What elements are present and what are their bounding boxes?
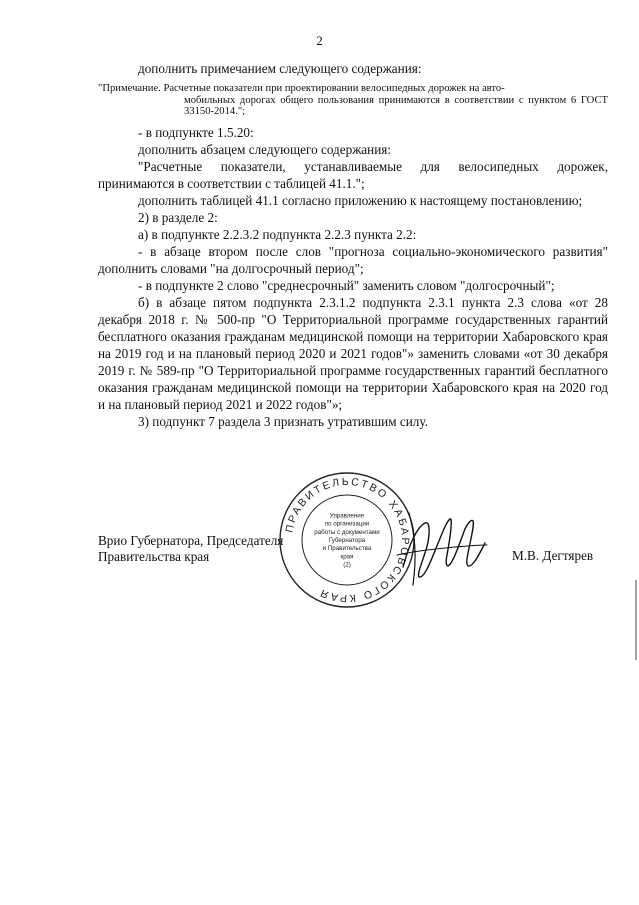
signatory-position-line: Врио Губернатора, Председателя	[98, 533, 284, 548]
document-body	[98, 60, 608, 430]
stamp-inner-line: и Правительства	[322, 545, 372, 553]
paragraph: б) в абзаце пятом подпункта 2.3.1.2 подпункта 2.3.1 пункта 2.3 слова «от 28 декабря 2018 г. № 500-пр "О Территориальной программе государственных гарантий бесплатного оказания гражданам медицинской помощи на территории Хабаровского края на 2019 год и на плановый период 2020 и 2021 годов"» заменить словами «от 30 декабря 2019 г. № 589-пр "О Территориальной программе государственных гарантий бесплатного оказания гражданам медицинской помощи на территории Хабаровского края на 2020 год и на плановый период 2021 и 2022 годов"»;	[98, 294, 608, 412]
paragraph: а) в подпункте 2.2.3.2 подпункта 2.2.3 пункта 2.2:	[138, 226, 417, 242]
stamp-inner-line: Губернатора	[328, 537, 366, 544]
page-number: 2	[316, 33, 323, 48]
footnote-paragraph	[98, 83, 608, 118]
signatory-position-line: Правительства края	[98, 549, 210, 564]
signatory-position	[98, 533, 283, 565]
signatory-name: М.В. Дегтярев	[512, 548, 594, 563]
paragraph: - в подпункте 1.5.20:	[138, 124, 254, 140]
stamp-ring-text: ПРАВИТЕЛЬСТВО ХАБАРОВСКОГО КРАЯ	[283, 475, 412, 605]
paragraph: 2) в разделе 2:	[138, 209, 218, 225]
footnote-line: "Примечание. Расчетные показатели при проектировании велосипедных дорожек на авто-	[98, 83, 505, 94]
stamp-inner-line: (2)	[343, 561, 351, 569]
paragraph: - в подпункте 2 слово "среднесрочный" заменить словом "долгосрочный";	[138, 277, 555, 293]
paragraph: - в абзаце втором после слов "прогноза социально-экономического развития" дополнить словами "на долгосрочный период";	[98, 243, 608, 276]
stamp-inner-line: края	[340, 553, 354, 561]
paragraph: дополнить абзацем следующего содержания:	[138, 141, 392, 157]
handwritten-signature	[395, 505, 490, 590]
paragraph: 3) подпункт 7 раздела 3 признать утратившим силу.	[138, 413, 428, 429]
paragraph: "Расчетные показатели, устанавливаемые для велосипедных дорожек, принимаются в соответствии с таблицей 41.1.";	[98, 158, 608, 191]
paragraph: дополнить таблицей 41.1 согласно приложению к настоящему постановлению;	[138, 192, 583, 208]
stamp-inner-line: Управление	[329, 512, 365, 520]
scan-edge-mark	[630, 0, 639, 905]
stamp-inner-line: по организации	[324, 520, 370, 528]
footnote-line: мобильных дорогах общего пользования принимаются в соответствии с пунктом 6 ГОСТ 33150-2014.";	[184, 94, 608, 117]
paragraph: дополнить примечанием следующего содержания:	[138, 61, 422, 76]
stamp-inner-line: работы с документами	[314, 528, 380, 536]
